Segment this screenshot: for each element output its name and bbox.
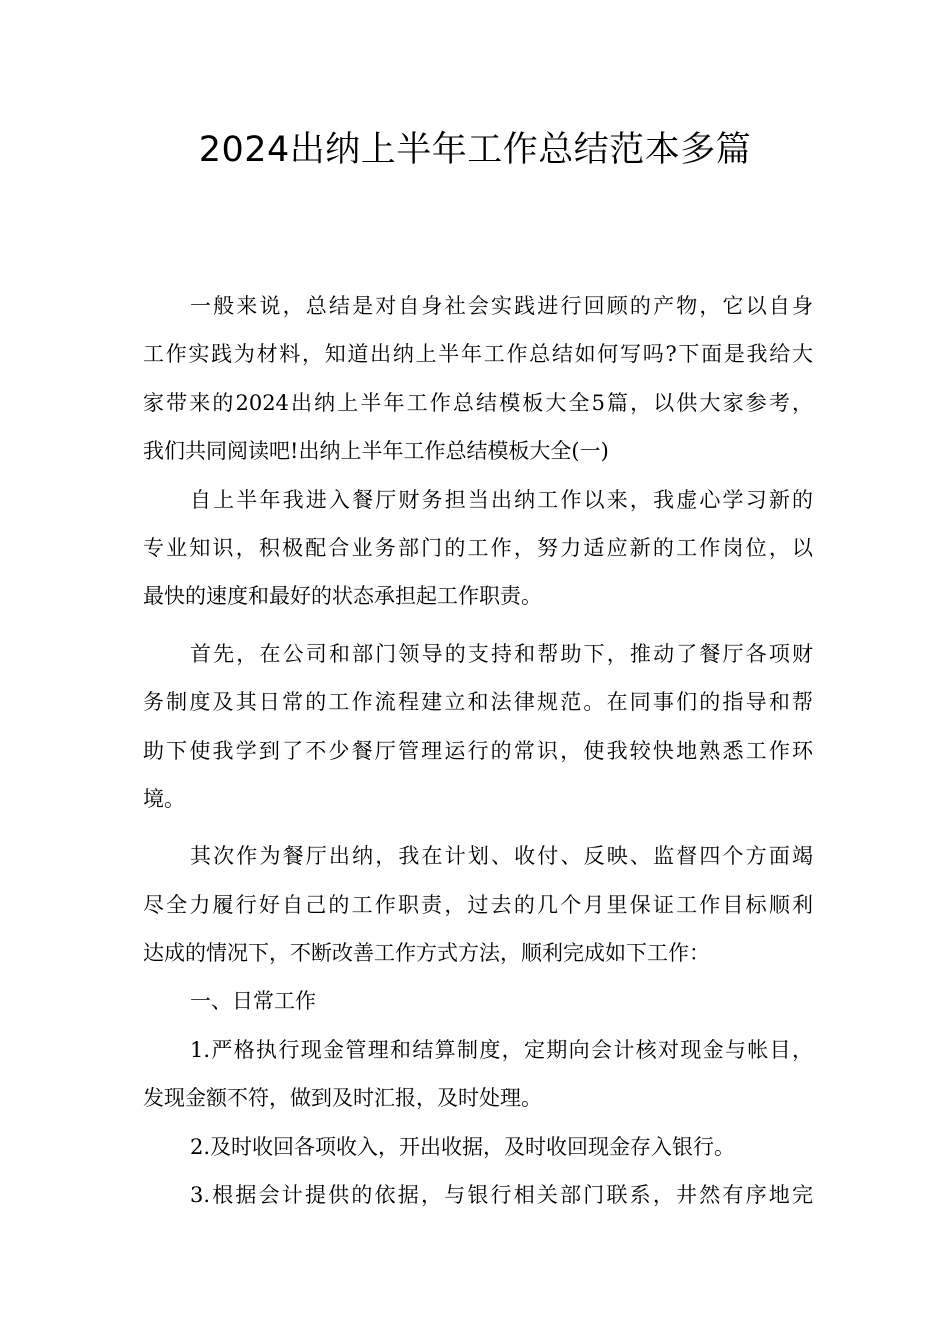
paragraph [143, 832, 813, 977]
text-line: 尽全力履行好自己的工作职责，过去的几个月里保证工作目标顺利 [143, 892, 813, 917]
paragraph [143, 282, 813, 476]
paragraph [143, 1026, 813, 1123]
text-line: 1.严格执行现金管理和结算制度，定期向会计核对现金与帐目， [190, 1037, 813, 1062]
text-line: 发现金额不符，做到及时汇报，及时处理。 [143, 1086, 542, 1111]
paragraph [143, 630, 813, 824]
text-line: 达成的情况下，不断改善工作方式方法，顺利完成如下工作： [143, 941, 710, 966]
paragraph [143, 977, 813, 1025]
text-line: 工作实践为材料，知道出纳上半年工作总结如何写吗?下面是我给大 [143, 342, 813, 367]
paragraph [143, 1123, 813, 1171]
paragraph [143, 1171, 813, 1219]
document-body [143, 282, 813, 1219]
text-line: 3.根据会计提供的依据，与银行相关部门联系，井然有序地完 [190, 1183, 813, 1208]
text-line: 首先，在公司和部门领导的支持和帮助下，推动了餐厅各项财 [190, 641, 813, 666]
document-title: 2024出纳上半年工作总结范本多篇 [198, 130, 752, 170]
section-heading: 一、日常工作 [190, 989, 316, 1014]
text-line: 自上半年我进入餐厅财务担当出纳工作以来，我虚心学习新的 [190, 487, 813, 512]
text-line: 助下使我学到了不少餐厅管理运行的常识，使我较快地熟悉工作环 [143, 738, 813, 763]
text-line: 一般来说，总结是对自身社会实践进行回顾的产物，它以自身 [190, 294, 813, 318]
text-line: 最快的速度和最好的状态承担起工作职责。 [143, 584, 542, 609]
text-line: 我们共同阅读吧!出纳上半年工作总结模板大全(一) [143, 439, 609, 464]
paragraph [143, 476, 813, 621]
text-line: 专业知识，积极配合业务部门的工作，努力适应新的工作岗位，以 [143, 535, 813, 560]
text-line: 2.及时收回各项收入，开出收据，及时收回现金存入银行。 [190, 1134, 736, 1159]
text-line: 境。 [143, 786, 185, 811]
text-line: 家带来的2024出纳上半年工作总结模板大全5篇，以供大家参考， [143, 390, 813, 415]
text-line: 其次作为餐厅出纳，我在计划、收付、反映、监督四个方面竭 [190, 844, 813, 869]
text-line: 务制度及其日常的工作流程建立和法律规范。在同事们的指导和帮 [143, 690, 813, 715]
